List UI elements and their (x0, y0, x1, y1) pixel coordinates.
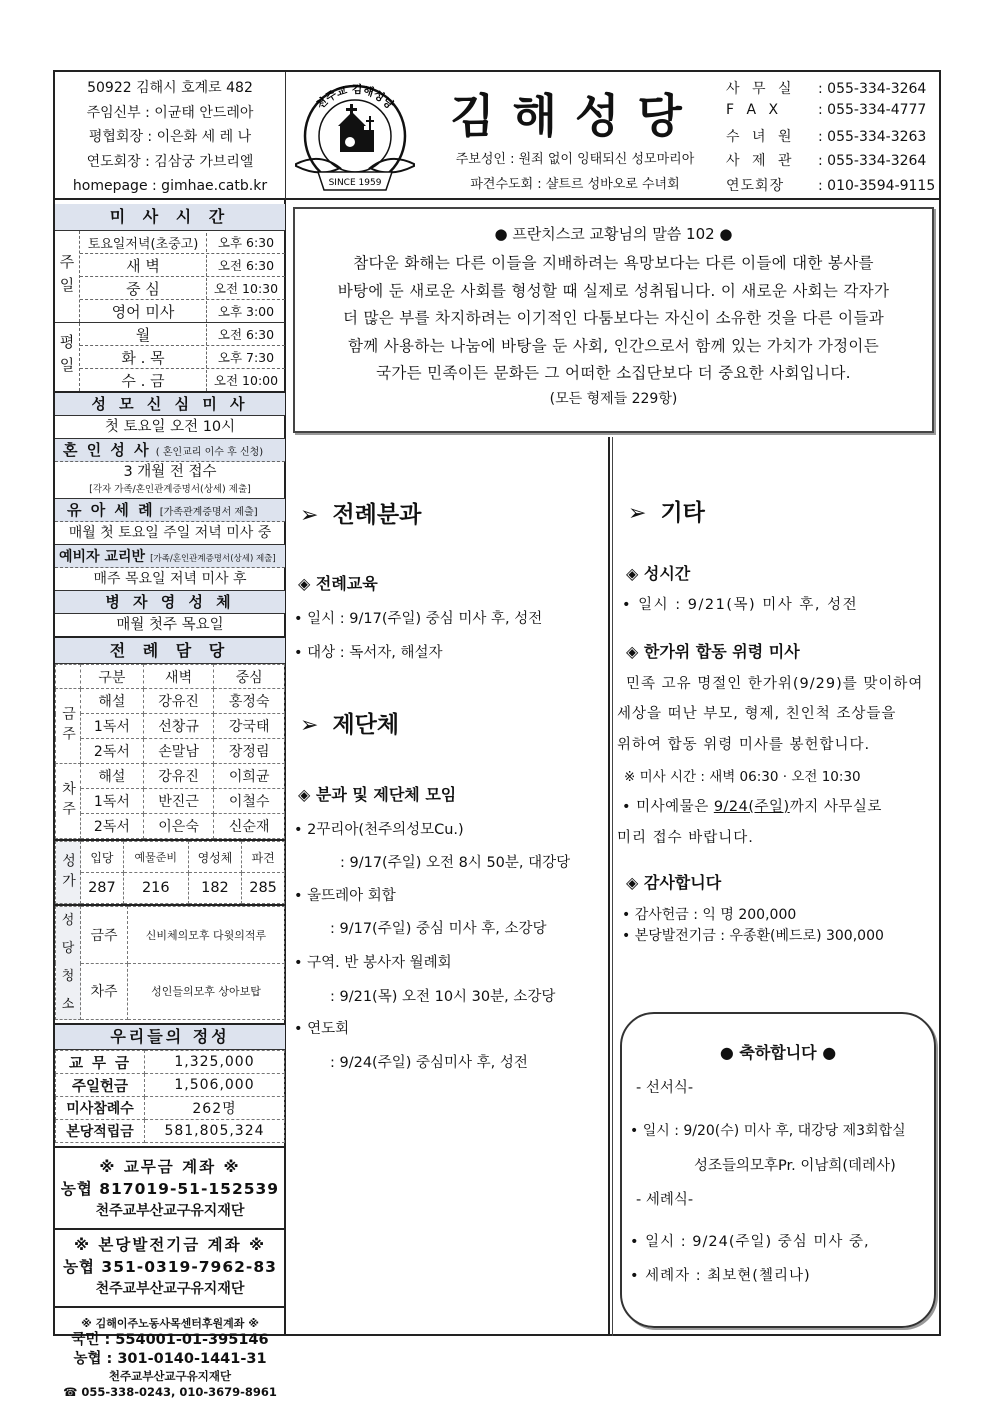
liturgy-section (300, 496, 421, 529)
contact-rectory: 사 제 관 : 055-334-3264 (726, 153, 927, 169)
chuseok-mass-times: ※ 미사 시간 : 새벽 06:30 · 오전 10:30 (624, 769, 861, 785)
liturgy-duty-table: 구분 새벽 중심 금주 해설 강유진 홍정숙 1독서 선창규 강국태 2독서 손말남 장정림 차주 해설 강유진 이희균 1독서 반진근 이철수 2독서 이은숙 신순재 (55, 664, 285, 839)
migrant-center-account: ※ 김해이주노동사목센터후원계좌 ※ 국민 : 554001-01-395146 농협 : 301-0140-1441-31 천주교부산교구유지재단 ☎ 055-338-0243, 010-3679-8961 (63, 1317, 277, 1399)
pope-message-body: 참다운 화해는 다른 이들을 지배하려는 욕망보다는 다른 이들에 대한 봉사를 바탕에 둔 새로운 사회를 형성할 때 실제로 성취됩니다. 이 새로운 사회는 각자가 더 많은 부를 차지하려는 이기적인 다툼보다는 자신이 소유한 것을 다른 이들과 함께 사용하는 나눔에 바탕을 둔 사회, 인간으로서 함께 있는 가치가 가정이든 국가든 민족이든 문화든 그 어떠한 소집단보다 더 중요한 사회입니다. (337, 254, 890, 382)
catechumen-title-row: 예비자 교리반 [가족/혼인관계증명서(상세) 제출] (55, 545, 285, 568)
arrow-icon: ➢ (300, 503, 319, 528)
development-account: ※ 본당발전기금 계좌 ※ 농협 351-0319-7962-83 천주교부산교구유지재단 (63, 1236, 277, 1297)
weekday-mass: 평일 월 오전 6:30 화 . 목 오후 7:30 수 . 금 오전 10:00 (55, 323, 285, 393)
cleaning-table: 성당청소 금주 신비체의모후 다윗의적루 차주 성인들의모후 상아보탑 (55, 906, 285, 1020)
holy-hour-date: • 일시 : 9/21(목) 미사 후, 성전 (622, 597, 859, 613)
meetings-title: ◈ 분과 및 제단체 모임 (298, 785, 457, 804)
sick-communion-time: 매월 첫주 목요일 (55, 614, 285, 638)
mission-account: ※ 교무금 계좌 ※ 농협 817019-51-152539 천주교부산교구유지재단 (60, 1158, 280, 1219)
congrats-line: • 일시 : 9/20(수) 미사 후, 대강당 제3회합실 (630, 1123, 906, 1139)
liturgy-education-date: • 일시 : 9/17(주일) 중심 미사 후, 성전 (294, 611, 543, 627)
chuseok-mass-title: ◈ 한가위 합동 위령 미사 (626, 642, 800, 661)
meeting-line: • 2꾸리아(천주의성모Cu.) (294, 822, 464, 838)
convent: 파견수도회 : 샬트르 성바오로 수녀회 (470, 177, 680, 192)
homepage: homepage : gimhae.catb.kr (72, 178, 268, 194)
altar-section-title: 제단체 (332, 712, 400, 738)
offering-deadline-cont: 미리 접수 바랍니다. (617, 830, 754, 846)
congrats-line: - 선서식- (636, 1080, 694, 1096)
marian-mass-title: 성 모 신 심 미 사 (55, 393, 285, 416)
pope-message-title: ● 프란치스코 교황님의 말씀 102 ● (494, 225, 733, 243)
holy-hour-title: ◈ 성시간 (626, 564, 691, 583)
contact-convent: 수 녀 원 : 055-334-3263 (726, 129, 927, 145)
meeting-line: : 9/21(목) 오전 10시 30분, 소강당 (330, 989, 556, 1005)
other-section (628, 494, 705, 527)
wedding-line2: [각자 가족/혼인관계증명서(상세) 제출] (55, 482, 285, 499)
mass-schedule-title: 미 사 시 간 (55, 204, 285, 231)
header-info (55, 72, 286, 200)
pastor: 주임신부 : 이균태 안드레아 (86, 104, 254, 121)
offerings-title: 우리들의 정성 (55, 1025, 285, 1050)
contact-fax: F A X : 055-334-4777 (726, 102, 927, 118)
choir-table: 성가 입당 예물준비 영성체 파견 287 216 182 285 (55, 841, 285, 904)
center-divider (608, 437, 610, 1336)
congratulations-box (620, 1012, 936, 1328)
thanks-item: • 본당발전기금 : 우종환(베드로) 300,000 (622, 928, 884, 944)
marian-mass-time: 첫 토요일 오전 10시 (55, 416, 285, 439)
meeting-line: • 구역. 반 봉사자 월례회 (294, 955, 452, 971)
thanks-item: • 감사헌금 : 익 명 200,000 (622, 907, 797, 923)
catechumen-time: 매주 목요일 저녁 미사 후 (55, 568, 285, 591)
chuseok-line: 민족 고유 명절인 한가위(9/29)를 맞이하여 (626, 676, 924, 692)
address: 50922 김해시 호계로 482 (87, 80, 253, 96)
next-week-label: 차주 (56, 764, 81, 839)
yeondo-president: 연도회장 : 김삼궁 가브리엘 (86, 153, 254, 170)
choir-label: 성가 (56, 842, 81, 904)
offering-deadline: • 미사예물은 9/24(주일)까지 사무실로 (622, 799, 882, 815)
meeting-line: : 9/24(주일) 중심미사 후, 성전 (330, 1055, 528, 1071)
infant-baptism-title-row: 유 아 세 례 [가족관계증명서 제출] (55, 499, 285, 522)
meeting-line: : 9/17(주일) 오전 8시 50분, 대강당 (340, 855, 571, 871)
pope-message-box (293, 207, 934, 433)
sunday-label: 주일 (55, 231, 80, 322)
logo-since: SINCE 1959 (328, 178, 382, 188)
chuseok-line: 위하여 합동 위령 미사를 봉헌합니다. (617, 737, 871, 753)
arrow-icon: ➢ (628, 501, 647, 526)
thanks-title: ◈ 감사합니다 (626, 873, 722, 892)
congrats-line: • 세례자 : 최보현(첼리나) (630, 1268, 811, 1284)
this-week-label: 금주 (56, 689, 81, 764)
congrats-line: • 일시 : 9/24(주일) 중심 미사 중, (630, 1234, 870, 1250)
altar-section (300, 706, 399, 739)
meeting-line: • 연도회 (294, 1021, 350, 1037)
arrow-icon: ➢ (300, 713, 319, 738)
liturgy-section-title: 전례분과 (332, 502, 422, 528)
council-president: 평협회장 : 이은화 세 레 나 (88, 129, 252, 145)
header-divider (286, 198, 941, 200)
liturgy-education-title: ◈ 전례교육 (298, 574, 378, 593)
other-section-title: 기타 (660, 500, 705, 526)
offerings-table: 교 무 금 1,325,000 주일헌금 1,506,000 미사참례수 262명 본당적립금 581,805,324 (55, 1050, 285, 1143)
sunday-mass: 주일 토요일저녁(초중고) 오후 6:30 새 벽 오전 6:30 중 심 오전 10:30 영어 미사 오후 3:00 (55, 231, 285, 323)
pope-message-source: (모든 형제들 229항) (549, 390, 678, 407)
church-logo (290, 82, 420, 196)
weekday-label: 평일 (55, 323, 80, 391)
page-title: 김해성당 (450, 89, 700, 143)
liturgy-education-target: • 대상 : 독서자, 해설자 (294, 645, 443, 661)
contact-office: 사 무 실 : 055-334-3264 (726, 81, 927, 97)
chuseok-line: 세상을 떠난 부모, 형제, 친인척 조상들을 (617, 706, 897, 722)
meeting-line: • 울뜨레아 회합 (294, 888, 396, 904)
wedding-line1: 3 개월 전 접수 (123, 464, 217, 480)
meeting-line: : 9/17(주일) 중심 미사 후, 소강당 (330, 921, 547, 937)
cleaning-label: 성당청소 (56, 907, 81, 1020)
contact-yeondo: 연도회장 : 010-3594-9115 (726, 178, 936, 194)
sick-communion-title: 병 자 영 성 체 (55, 591, 285, 614)
congratulations-title: ● 축하합니다 ● (719, 1043, 837, 1062)
congrats-line: - 세례식- (636, 1192, 694, 1208)
logo-text: 천주교 김해성당 (313, 82, 397, 112)
patron-saint: 주보성인 : 원죄 없이 잉태되신 성모마리아 (455, 152, 695, 167)
congrats-line: 성조들의모후Pr. 이남희(데레사) (694, 1158, 896, 1174)
wedding-title-row: 혼 인 성 사 ( 혼인교리 이수 후 신청) (55, 439, 285, 462)
liturgy-duty-title: 전 례 담 당 (55, 638, 285, 664)
left-column (55, 204, 285, 1401)
infant-baptism-time: 매월 첫 토요일 주일 저녁 미사 중 (55, 522, 285, 545)
